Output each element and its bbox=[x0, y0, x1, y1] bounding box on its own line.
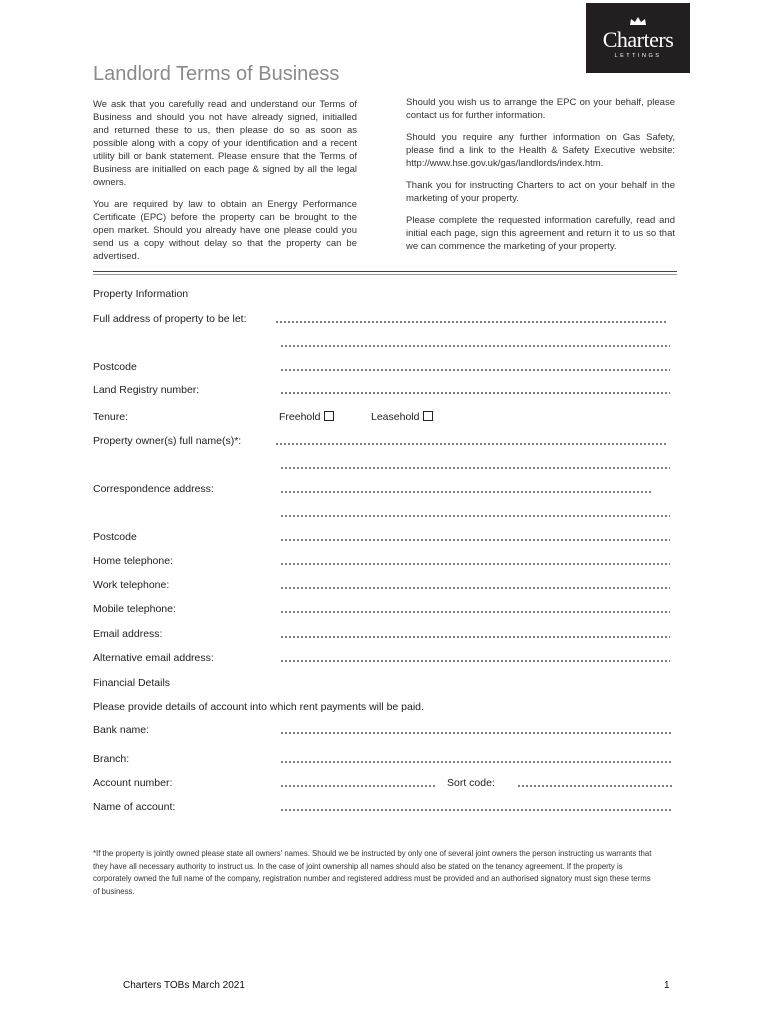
mobile-telephone-label: Mobile telephone: bbox=[93, 603, 176, 615]
tenure-row bbox=[93, 411, 683, 427]
postcode-label: Postcode bbox=[93, 361, 137, 373]
mobile-telephone-field[interactable] bbox=[280, 609, 670, 615]
intro-right-column bbox=[406, 96, 675, 262]
section-divider bbox=[93, 274, 677, 275]
home-telephone-field[interactable] bbox=[280, 561, 670, 567]
logo-subtitle: LETTINGS bbox=[614, 53, 662, 59]
footer-document-label: Charters TOBs March 2021 bbox=[123, 980, 245, 991]
postcode2-row bbox=[93, 531, 683, 547]
leasehold-checkbox[interactable] bbox=[423, 411, 433, 421]
account-name-row bbox=[93, 801, 683, 817]
correspondence-row-2 bbox=[93, 507, 683, 523]
postcode2-label: Postcode bbox=[93, 531, 137, 543]
home-telephone-label: Home telephone: bbox=[93, 555, 173, 567]
freehold-label: Freehold bbox=[279, 411, 321, 423]
owners-row-2 bbox=[93, 459, 683, 475]
freehold-option[interactable] bbox=[279, 411, 334, 423]
work-telephone-label: Work telephone: bbox=[93, 579, 170, 591]
account-number-label: Account number: bbox=[93, 777, 173, 789]
tenure-label: Tenure: bbox=[93, 411, 129, 423]
postcode-field[interactable] bbox=[280, 367, 670, 373]
email-row bbox=[93, 628, 683, 644]
bank-name-field[interactable] bbox=[280, 730, 672, 736]
owners-field[interactable] bbox=[275, 441, 667, 447]
land-registry-field[interactable] bbox=[280, 390, 670, 396]
property-information-heading: Property Information bbox=[93, 288, 189, 300]
account-name-label: Name of account: bbox=[93, 801, 176, 813]
correspondence-field-line-2[interactable] bbox=[280, 513, 670, 519]
page-title: Landlord Terms of Business bbox=[93, 63, 340, 85]
correspondence-label: Correspondence address: bbox=[93, 483, 214, 495]
branch-label: Branch: bbox=[93, 753, 130, 765]
email-label: Email address: bbox=[93, 628, 163, 640]
land-registry-label: Land Registry number: bbox=[93, 384, 200, 396]
account-name-field[interactable] bbox=[280, 807, 672, 813]
mobile-telephone-row bbox=[93, 603, 683, 619]
branch-field[interactable] bbox=[280, 759, 672, 765]
financial-details-heading: Financial Details bbox=[93, 677, 171, 689]
alt-email-row bbox=[93, 652, 683, 668]
sort-code-field[interactable] bbox=[517, 783, 673, 789]
correspondence-field[interactable] bbox=[280, 489, 652, 495]
address-row bbox=[93, 313, 683, 329]
postcode2-field[interactable] bbox=[280, 537, 670, 543]
page-number: 1 bbox=[664, 980, 670, 991]
account-number-row bbox=[93, 777, 683, 793]
alt-email-field[interactable] bbox=[280, 658, 670, 664]
intro-left-column bbox=[93, 98, 357, 272]
bank-name-label: Bank name: bbox=[93, 724, 150, 736]
leasehold-label: Leasehold bbox=[371, 411, 420, 423]
address-field-line-2[interactable] bbox=[280, 343, 670, 349]
leasehold-option[interactable] bbox=[371, 411, 433, 423]
branch-row bbox=[93, 753, 683, 769]
charters-logo bbox=[586, 3, 690, 73]
bank-name-row bbox=[93, 724, 683, 740]
intro-paragraph: Thank you for instructing Charters to act on your behalf in the marketing of your property. bbox=[406, 180, 675, 204]
intro-paragraph: Please complete the requested information carefully, read and initial each page, sign this agreement and return it to us so that we can commence the marketing of your property. bbox=[406, 215, 675, 252]
sort-code-label: Sort code: bbox=[447, 777, 495, 789]
intro-paragraph: Should you require any further information on Gas Safety, please find a link to the Health & Safety Executive website: http://www.hse.gov.uk/gas/landlords/index.htm. bbox=[406, 132, 675, 169]
section-divider bbox=[93, 271, 677, 272]
home-telephone-row bbox=[93, 555, 683, 571]
account-number-field[interactable] bbox=[280, 783, 436, 789]
logo-brand: Charters bbox=[602, 27, 674, 52]
postcode-row bbox=[93, 361, 683, 377]
land-registry-row bbox=[93, 384, 683, 400]
intro-paragraph: Should you wish us to arrange the EPC on your behalf, please contact us for further information. bbox=[406, 97, 675, 121]
address-row-2 bbox=[93, 337, 683, 353]
financial-note: Please provide details of account into which rent payments will be paid. bbox=[93, 701, 424, 713]
alt-email-label: Alternative email address: bbox=[93, 652, 214, 664]
intro-paragraph: You are required by law to obtain an Energy Performance Certificate (EPC) before the property can be brought to the open market. Should you already have one please could you send us a copy without delay so that the property can be advertised. bbox=[93, 199, 357, 262]
correspondence-row bbox=[93, 483, 683, 499]
owners-label: Property owner(s) full name(s)*: bbox=[93, 435, 242, 447]
work-telephone-field[interactable] bbox=[280, 585, 670, 591]
address-label: Full address of property to be let: bbox=[93, 313, 247, 325]
intro-paragraph: We ask that you carefully read and understand our Terms of Business and should you not have already signed, initialled and returned these to us, then please do so as soon as possible along with a copy of your identification and a recent utility bill or bank statement. Please ensure that the Terms of Business are initialled on each page & signed by all the legal owners. bbox=[93, 99, 357, 188]
joint-ownership-footnote: *If the property is jointly owned please state all owners' names. Should we be instructed by only one of several joint owners the person instructing us warrants that they have all necessary authority to instruct us. In the case of joint ownership all names should also be stated on the tenancy agreement. If the property is corporately owned the full name of the company, registration number and registered address must be provided and an authorised signatory must sign these terms of business. bbox=[93, 849, 652, 896]
address-field[interactable] bbox=[275, 319, 667, 325]
work-telephone-row bbox=[93, 579, 683, 595]
email-field[interactable] bbox=[280, 634, 670, 640]
owners-field-line-2[interactable] bbox=[280, 465, 670, 471]
owners-row bbox=[93, 435, 683, 451]
freehold-checkbox[interactable] bbox=[324, 411, 334, 421]
crown-icon bbox=[628, 16, 648, 26]
